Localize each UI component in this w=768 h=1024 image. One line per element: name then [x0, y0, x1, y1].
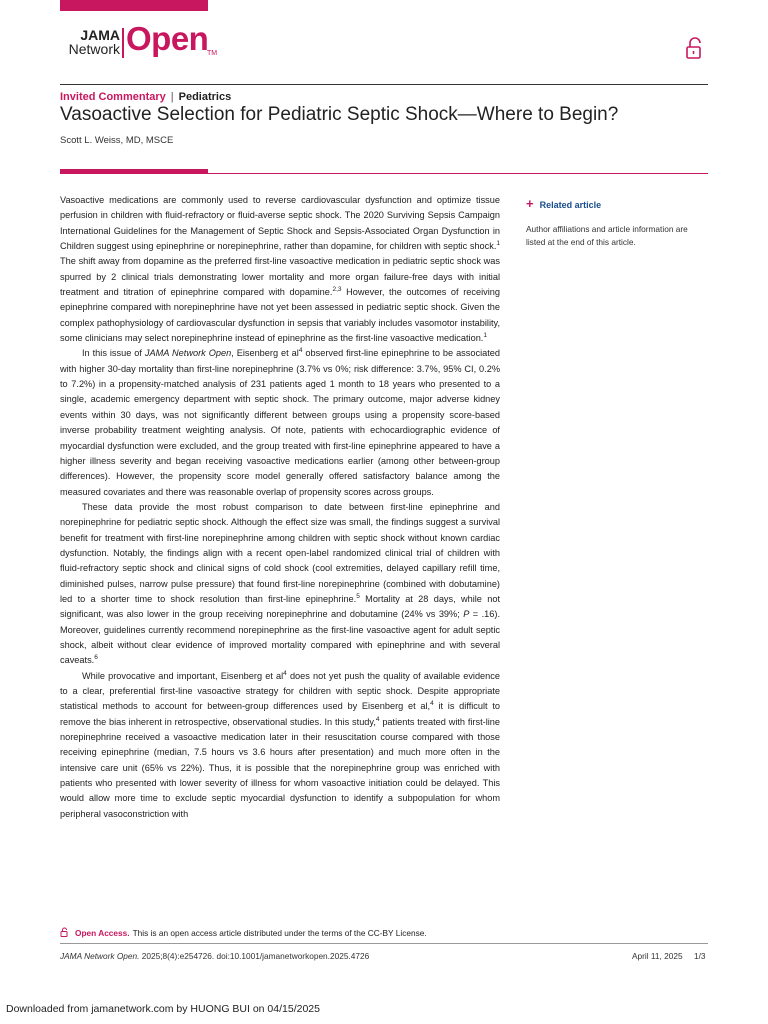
open-access-notice [60, 927, 427, 938]
citation-superscript[interactable]: 1 [496, 240, 500, 248]
article-kicker [60, 91, 231, 103]
open-access-text: This is an open access article distributed under the terms of the CC-BY License. [132, 928, 427, 938]
kicker-separator: | [170, 91, 174, 103]
paragraph-4: While provocative and important, Eisenberg et $al^4$ does not yet push the quality of available evidence to a clear, preferential first-line vasoactive strategy for children with septic shock. Despite appropriate statistical methods to account for between-group differences used by Eisenberg et al,$^4$ it is difficult to remove the bias inherent in retrospective, observational studies. In this study,$^4$ patients treated with first-line norepinephrine received a vasoactive medication later in their resuscitation course compared with those receiving epinephrine (median, 7.5 hours vs 3.6 hours after presentation) and much more often in the intensive care unit (65% vs 22%). Thus, it is possible that the norepinephrine group was enriched with patients who presented with lower severity of illness for whom vasoactive initiation could be delayed. This would allow more time to exclude septic myocardial dysfunction to identify a subpopulation for whom peripheral vasoconstriction with [60, 669, 501, 819]
logo-trademark: TM [207, 50, 218, 57]
paragraph-3: These data provide the most robust comparison to date between first-line epinephrine and norepinephrine for pediatric septic shock. Although the effect size was small, the findings suggest a survival benefit for treatment with first-line norepinephrine among children with septic shock without known cardiac dysfunction. Notably, the findings align with a recent open-label randomized clinical trial of children with fluid-refractory septic shock and clinical signs of cold shock (cool extremities, delayed capillary refill time, diminished pulses, narrow pulse pressure) that found first-line norepinephrine (combined with dobutamine) led to a shorter time to shock resolution than first-line epinephrine.$^5$ Mortality at 28 days, while not significant, was also lower in the group receiving norepinephrine and dobutamine (24% vs 39%; P = .16). Moreover, guidelines currently recommend norepinephrine as the first-line vasoactive agent for adult septic shock, albeit without clear evidence of improved mortality compared with epinephrine and with several caveats.$^6$ [60, 501, 501, 666]
open-access-icon [60, 927, 69, 937]
citation-superscript[interactable]: 4 [430, 700, 434, 708]
citation-superscript[interactable]: 4 [375, 715, 380, 723]
journal-name: JAMA Network Open. [60, 951, 140, 961]
article-body [60, 193, 500, 822]
download-watermark: Downloaded from jamanetwork.com by HUONG BUI on 04/15/2025 [6, 1003, 320, 1015]
header-divider [60, 84, 708, 85]
paragraph-1: Vasoactive medications are commonly used to reverse cardiovascular dysfunction and optimize tissue perfusion in children with fluid-refractory or fluid-averse septic shock. The 2020 Surviving Sepsis Campaign International Guidelines for the Management of Septic Shock and Sepsis-Associated Organ Dysfunction in Children suggest using epinephrine or norepinephrine, rather than dopamine, for children with septic shock.$^1$ The shift away from dopamine as the preferred first-line vasoactive medication in pediatric septic shock was spurred by 2 clinical trials demonstrating lower mortality and more organ failure-free days with initial treatment and titration of epinephrine compared with dopamine.$^{2,3}$ However, the outcomes of receiving epinephrine compared with norepinephrine have not yet been assessed in pediatric septic shock. Given the complex pathophysiology of cardiovascular dysfunction in sepsis that variably includes vasomotor instability, some clinicians may select norepinephrine instead of epinephrine as the first-line vasoactive medication.$^1$ [60, 195, 500, 344]
author-affiliations-note: Author affiliations and article information are listed at the end of this article. [526, 224, 688, 247]
open-access-label[interactable]: Open Access. [75, 928, 130, 938]
paragraph-2: In this issue of JAMA Network Open, Eisenberg et $al^4$ observed first-line epinephrine to be associated with higher 30-day mortality than first-line norepinephrine (3.7% vs 0%; risk difference: 3.7%, 95% CI, 0.2% to 7.2%) in a propensity-matched analysis of 231 patients aged 1 month to 18 years who presented to a single, academic emergency department with septic shock. The primary outcome, major adverse kidney events within 30 days, was not significantly different between groups using a propensity score-based inverse probability treatment weighting analysis. Of note, patients with echocardiographic evidence of myocardial dysfunction were excluded, and the group treated with first-line epinephrine appeared to have a higher illness severity and began receiving vasoactive medications earlier (among other between-group differences). However, the propensity score model generally offered satisfactory balance among the measured covariates and there was reasonable overlap of propensity scores across groups. [60, 347, 500, 497]
related-article-label: Related article [539, 200, 602, 210]
plus-icon: + [526, 196, 534, 211]
sidebar [526, 196, 706, 249]
citation-superscript[interactable]: 2,3 [332, 286, 342, 294]
citation-superscript[interactable]: 6 [94, 654, 98, 662]
section-accent-line [60, 173, 708, 174]
logo-open-text: Open [126, 20, 209, 57]
logo-divider [122, 28, 124, 58]
citation-superscript[interactable]: 4 [283, 669, 287, 677]
citation-superscript[interactable]: 5 [356, 592, 360, 600]
article-author: Scott L. Weiss, MD, MSCE [60, 135, 174, 146]
article-type[interactable]: Invited Commentary [60, 91, 166, 103]
logo-jama-text: JAMA [80, 27, 120, 43]
footer-divider [60, 943, 708, 944]
logo-network-text: Network [68, 41, 120, 57]
citation-line [60, 951, 369, 961]
citation-superscript[interactable]: 1 [483, 332, 487, 340]
article-section: Pediatrics [178, 91, 232, 103]
related-article-link[interactable] [526, 196, 706, 211]
top-accent-bar [60, 0, 208, 11]
citation-details: 2025;8(4):e254726. doi:10.1001/jamanetworkopen.2025.4726 [139, 951, 370, 961]
page-number: 1/3 [694, 951, 706, 961]
citation-superscript[interactable]: 4 [298, 347, 303, 355]
publication-date: April 11, 2025 [632, 951, 683, 961]
article-title: Vasoactive Selection for Pediatric Septic Shock—Where to Begin? [60, 104, 619, 125]
unlocked-padlock-icon [684, 36, 706, 60]
